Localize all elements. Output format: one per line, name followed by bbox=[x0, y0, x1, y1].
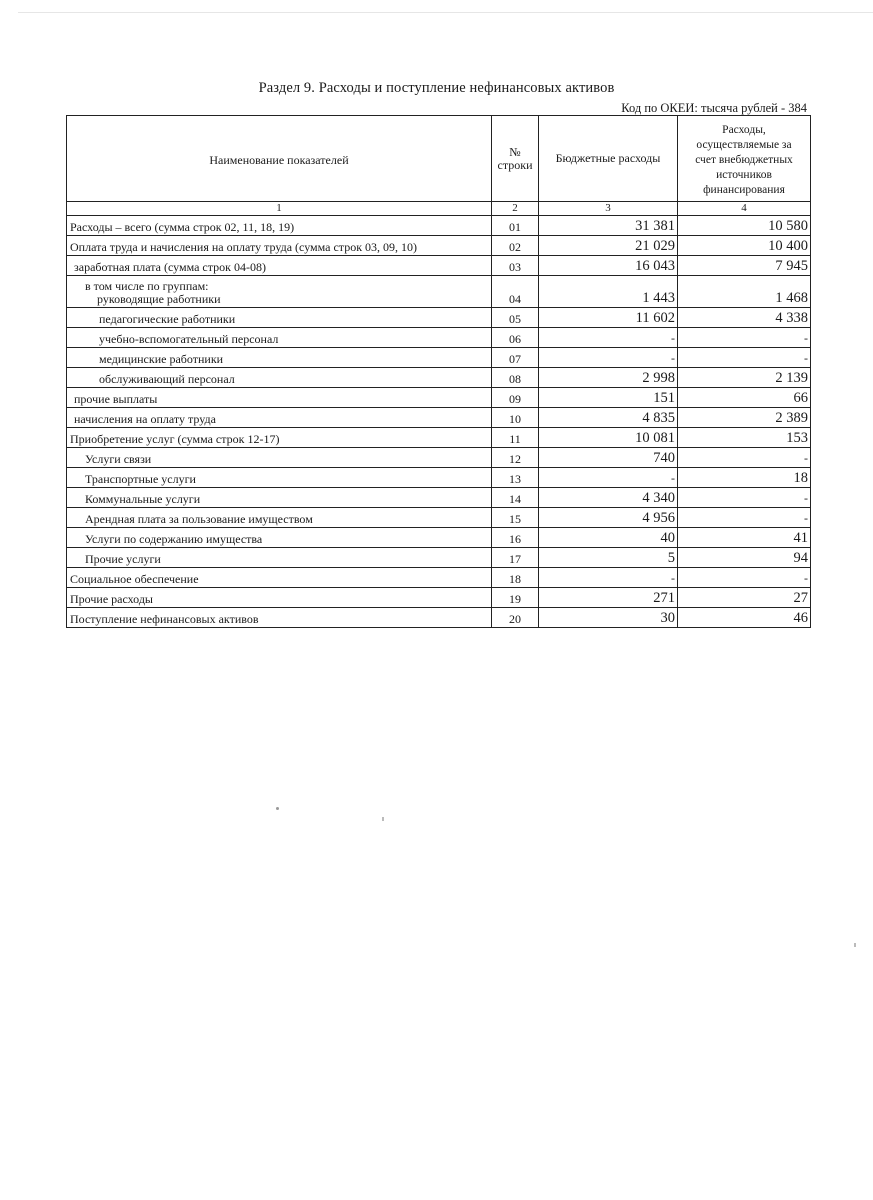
row-budget: 4 835 bbox=[539, 408, 678, 428]
row-name: Коммунальные услуги bbox=[67, 488, 492, 508]
row-budget: 31 381 bbox=[539, 216, 678, 236]
table-row bbox=[67, 328, 811, 348]
row-budget: 11 602 bbox=[539, 308, 678, 328]
expenses-table bbox=[66, 115, 811, 628]
row-extrabudget: 66 bbox=[678, 388, 811, 408]
row-group-prefix: в том числе по группам: bbox=[85, 279, 209, 293]
header-code-line2: строки bbox=[497, 157, 533, 172]
row-name-group bbox=[67, 276, 492, 308]
table-row bbox=[67, 468, 811, 488]
row-extrabudget: 94 bbox=[678, 548, 811, 568]
row-code: 19 bbox=[492, 588, 539, 608]
header-extrabudget bbox=[678, 116, 811, 202]
row-name: Оплата труда и начисления на оплату труда (сумма строк 03, 09, 10) bbox=[67, 236, 492, 256]
table-row bbox=[67, 388, 811, 408]
row-code: 20 bbox=[492, 608, 539, 628]
row-extrabudget: 27 bbox=[678, 588, 811, 608]
table-row bbox=[67, 608, 811, 628]
column-number: 2 bbox=[492, 202, 539, 216]
table-row bbox=[67, 276, 811, 308]
row-code: 18 bbox=[492, 568, 539, 588]
units-note: Код по ОКЕИ: тысяча рублей - 384 bbox=[621, 101, 807, 115]
header-name: Наименование показателей bbox=[67, 116, 492, 202]
scan-speck bbox=[382, 817, 384, 821]
column-number: 3 bbox=[539, 202, 678, 216]
row-extrabudget: 2 389 bbox=[678, 408, 811, 428]
row-budget: 151 bbox=[539, 388, 678, 408]
row-name: прочие выплаты bbox=[67, 388, 492, 408]
row-code: 05 bbox=[492, 308, 539, 328]
row-extrabudget: 46 bbox=[678, 608, 811, 628]
row-extrabudget: 7 945 bbox=[678, 256, 811, 276]
row-code: 03 bbox=[492, 256, 539, 276]
table-row bbox=[67, 568, 811, 588]
row-budget: 4 956 bbox=[539, 508, 678, 528]
header-code-line1: № bbox=[509, 144, 521, 159]
row-budget: - bbox=[539, 348, 678, 368]
row-name: учебно-вспомогательный персонал bbox=[67, 328, 492, 348]
header-extra-line1: Расходы, bbox=[722, 124, 766, 136]
row-extrabudget: 153 bbox=[678, 428, 811, 448]
row-extrabudget: - bbox=[678, 508, 811, 528]
row-name: Транспортные услуги bbox=[67, 468, 492, 488]
row-code: 15 bbox=[492, 508, 539, 528]
row-name: Услуги связи bbox=[67, 448, 492, 468]
row-name: медицинские работники bbox=[67, 348, 492, 368]
row-name: Прочие услуги bbox=[67, 548, 492, 568]
row-code: 07 bbox=[492, 348, 539, 368]
row-name: Арендная плата за пользование имуществом bbox=[67, 508, 492, 528]
row-code: 04 bbox=[492, 276, 539, 308]
row-budget: 4 340 bbox=[539, 488, 678, 508]
row-budget: 740 bbox=[539, 448, 678, 468]
table-row bbox=[67, 428, 811, 448]
row-extrabudget: 41 bbox=[678, 528, 811, 548]
header-extra-line4: источников bbox=[716, 169, 772, 181]
row-code: 09 bbox=[492, 388, 539, 408]
row-budget: - bbox=[539, 568, 678, 588]
row-code: 12 bbox=[492, 448, 539, 468]
row-budget: 10 081 bbox=[539, 428, 678, 448]
row-budget: 2 998 bbox=[539, 368, 678, 388]
row-budget: 16 043 bbox=[539, 256, 678, 276]
header-extra-line2: осуществляемые за bbox=[696, 139, 792, 151]
row-name: руководящие работники bbox=[97, 292, 221, 306]
row-budget: 40 bbox=[539, 528, 678, 548]
column-number: 4 bbox=[678, 202, 811, 216]
row-code: 16 bbox=[492, 528, 539, 548]
row-name: Приобретение услуг (сумма строк 12-17) bbox=[67, 428, 492, 448]
column-number-row bbox=[67, 202, 811, 216]
row-name: педагогические работники bbox=[67, 308, 492, 328]
row-extrabudget: 2 139 bbox=[678, 368, 811, 388]
row-code: 13 bbox=[492, 468, 539, 488]
row-budget: 21 029 bbox=[539, 236, 678, 256]
table-row bbox=[67, 528, 811, 548]
table-row bbox=[67, 408, 811, 428]
table-row bbox=[67, 216, 811, 236]
header-extra-line5: финансирования bbox=[703, 184, 785, 196]
row-name: Социальное обеспечение bbox=[67, 568, 492, 588]
row-extrabudget: 1 468 bbox=[678, 276, 811, 308]
row-code: 02 bbox=[492, 236, 539, 256]
table-row bbox=[67, 368, 811, 388]
scan-edge bbox=[18, 12, 873, 13]
row-extrabudget: - bbox=[678, 328, 811, 348]
row-name: Услуги по содержанию имущества bbox=[67, 528, 492, 548]
scan-speck bbox=[276, 807, 279, 810]
table-row bbox=[67, 548, 811, 568]
scan-speck bbox=[854, 943, 856, 947]
row-extrabudget: 10 400 bbox=[678, 236, 811, 256]
row-code: 14 bbox=[492, 488, 539, 508]
row-code: 06 bbox=[492, 328, 539, 348]
row-extrabudget: - bbox=[678, 448, 811, 468]
row-budget: 5 bbox=[539, 548, 678, 568]
table-row bbox=[67, 308, 811, 328]
table-row bbox=[67, 348, 811, 368]
page-title: Раздел 9. Расходы и поступление нефинансовых активов bbox=[258, 80, 615, 96]
row-budget: 1 443 bbox=[539, 276, 678, 308]
row-code: 08 bbox=[492, 368, 539, 388]
row-extrabudget: - bbox=[678, 568, 811, 588]
row-extrabudget: 4 338 bbox=[678, 308, 811, 328]
row-name: Расходы – всего (сумма строк 02, 11, 18, 19) bbox=[67, 216, 492, 236]
row-code: 17 bbox=[492, 548, 539, 568]
row-name: заработная плата (сумма строк 04-08) bbox=[67, 256, 492, 276]
row-code: 01 bbox=[492, 216, 539, 236]
header-budget: Бюджетные расходы bbox=[539, 116, 678, 202]
header-code bbox=[492, 116, 539, 202]
table-row bbox=[67, 588, 811, 608]
row-name: Прочие расходы bbox=[67, 588, 492, 608]
row-budget: - bbox=[539, 468, 678, 488]
row-budget: 271 bbox=[539, 588, 678, 608]
table-row bbox=[67, 508, 811, 528]
row-extrabudget: 10 580 bbox=[678, 216, 811, 236]
row-extrabudget: - bbox=[678, 348, 811, 368]
table-row bbox=[67, 488, 811, 508]
row-extrabudget: 18 bbox=[678, 468, 811, 488]
row-code: 10 bbox=[492, 408, 539, 428]
row-extrabudget: - bbox=[678, 488, 811, 508]
column-number: 1 bbox=[67, 202, 492, 216]
row-name: обслуживающий персонал bbox=[67, 368, 492, 388]
table-row bbox=[67, 236, 811, 256]
header-extra-line3: счет внебюджетных bbox=[695, 154, 793, 166]
row-name: Поступление нефинансовых активов bbox=[67, 608, 492, 628]
header-row bbox=[67, 116, 811, 202]
row-budget: - bbox=[539, 328, 678, 348]
table-row bbox=[67, 448, 811, 468]
row-name: начисления на оплату труда bbox=[67, 408, 492, 428]
table-row bbox=[67, 256, 811, 276]
row-budget: 30 bbox=[539, 608, 678, 628]
row-code: 11 bbox=[492, 428, 539, 448]
